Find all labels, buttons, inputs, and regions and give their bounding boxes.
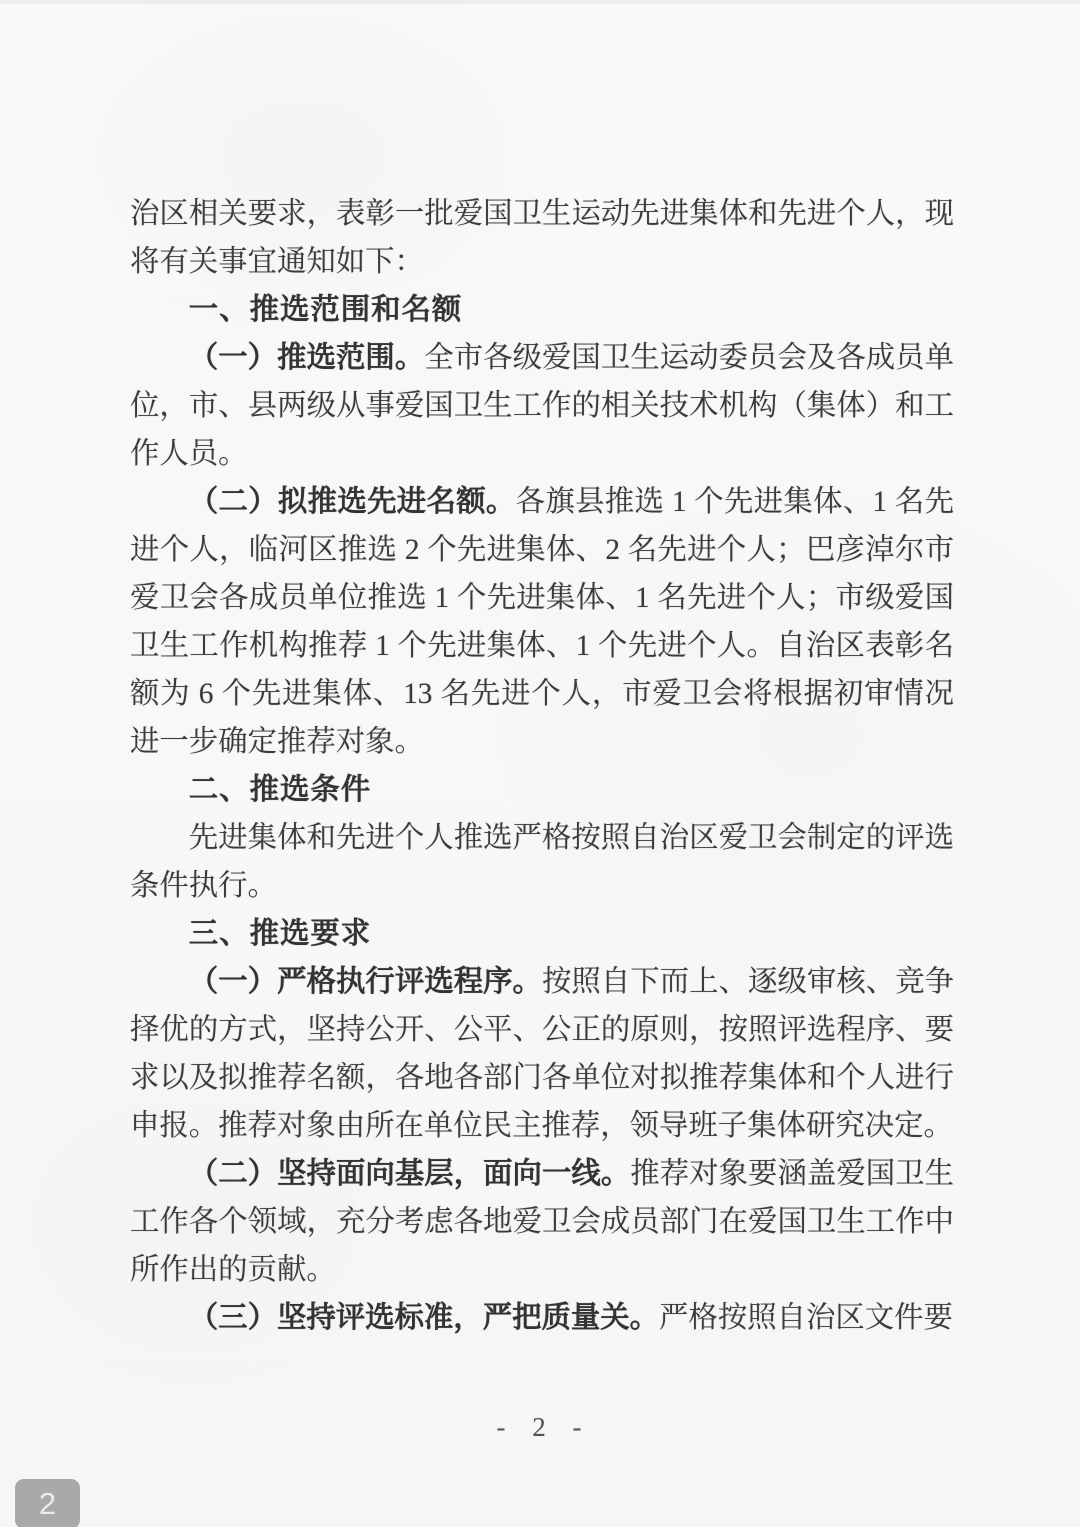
paragraph-text: 各旗县推选 1 个先进集体、1 名先进个人，临河区推选 2 个先进集体、2 名先进个人；巴彦淖尔市爱卫会各成员单位推选 1 个先进集体、1 名先进个人；市级爱国卫生工作机构推荐 1 个先进集体、1 个先进个人。自治区表彰名额为 6 个先进集体、13 名先进个人，市爱卫会将根据初审情况进一步确定推荐对象。 xyxy=(130,486,955,758)
paragraph xyxy=(130,958,954,1150)
section-heading-2: 二、推选条件 xyxy=(188,773,372,806)
paragraph-text: 推荐对象要涵盖爱国卫生工作各个领域，充分考虑各地爱卫会成员部门在爱国卫生工作中所作出的贡献。 xyxy=(130,1158,955,1286)
paragraph-lead: （一）推选范围。 xyxy=(188,341,425,374)
paragraph: 先进集体和先进个人推选严格按照自治区爱卫会制定的评选条件执行。 xyxy=(130,822,954,902)
paragraph-lead: （二）拟推选先进名额。 xyxy=(188,485,516,518)
paragraph-lead: （一）严格执行评选程序。 xyxy=(188,965,542,998)
viewer-page-badge: 2 xyxy=(15,1479,80,1527)
paragraph-continuation: 治区相关要求，表彰一批爱国卫生运动先进集体和先进个人，现将有关事宜通知如下： xyxy=(130,198,954,278)
section-heading-1: 一、推选范围和名额 xyxy=(188,293,463,326)
section-heading-3: 三、推选要求 xyxy=(188,917,372,950)
paragraph xyxy=(130,1150,954,1294)
paragraph xyxy=(130,478,954,766)
paragraph-lead: （三）坚持评选标准，严把质量关。 xyxy=(188,1301,660,1334)
paragraph xyxy=(130,334,954,478)
document-body xyxy=(130,190,954,1342)
paragraph-text: 按照自下而上、逐级审核、竞争择优的方式，坚持公开、公平、公正的原则，按照评选程序、要求以及拟推荐名额，各地各部门各单位对拟推荐集体和个人进行申报。推荐对象由所在单位民主推荐，领导班子集体研究决定。 xyxy=(130,966,955,1142)
paragraph-text: 全市各级爱国卫生运动委员会及各成员单位，市、县两级从事爱国卫生工作的相关技术机构（集体）和工作人员。 xyxy=(130,342,955,470)
page-number: - 2 - xyxy=(496,1412,584,1442)
paragraph-lead: （二）坚持面向基层，面向一线。 xyxy=(188,1157,631,1190)
paragraph xyxy=(130,1294,954,1342)
paragraph-text: 严格按照自治区文件要 xyxy=(659,1302,953,1334)
